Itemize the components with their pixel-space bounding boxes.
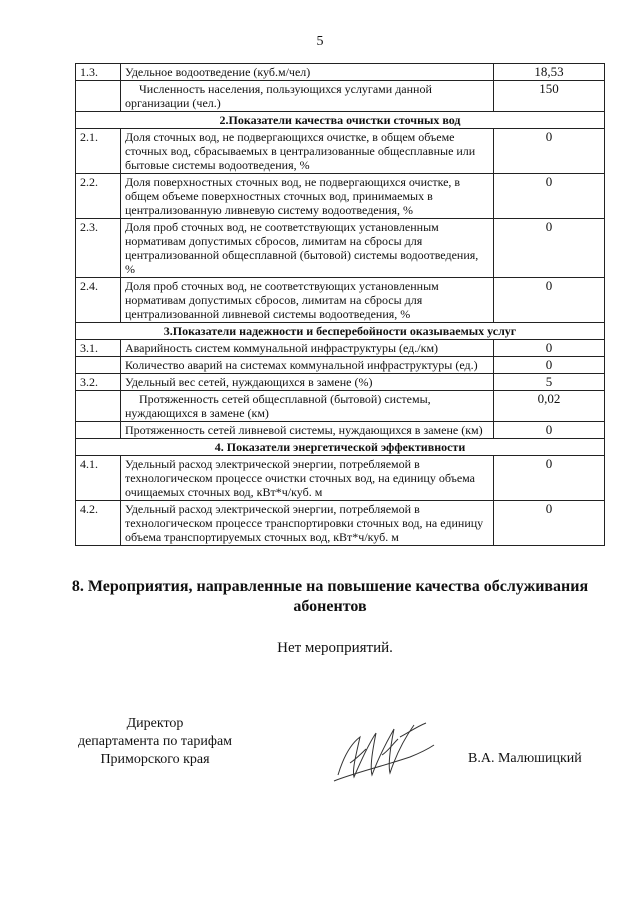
- section-row: [76, 112, 605, 129]
- table-row: [76, 219, 605, 278]
- signer-title: [60, 715, 250, 769]
- signer-title-line: Приморского края: [100, 752, 210, 767]
- row-number: 2.3.: [76, 219, 121, 278]
- row-number: 4.2.: [76, 501, 121, 546]
- indicator-name: Протяженность сетей ливневой системы, нуждающихся в замене (км): [121, 422, 494, 439]
- indicators-table: [75, 63, 605, 546]
- indicator-value: 0,02: [494, 391, 605, 422]
- table-row: [76, 422, 605, 439]
- table-row: [76, 64, 605, 81]
- table-row: [76, 456, 605, 501]
- row-number: [76, 81, 121, 112]
- section-title: 3.Показатели надежности и бесперебойности оказываемых услуг: [76, 323, 605, 340]
- indicator-value: 0: [494, 357, 605, 374]
- table-row: [76, 129, 605, 174]
- table-row: [76, 501, 605, 546]
- indicator-name: Доля сточных вод, не подвергающихся очистке, в общем объеме сточных вод, сбрасываемых в централизованные общесплавные или бытовые системы водоотведения, %: [121, 129, 494, 174]
- signer-name: В.А. Малюшицкий: [468, 751, 582, 766]
- table-row: [76, 278, 605, 323]
- indicator-value: 0: [494, 129, 605, 174]
- row-number: [76, 357, 121, 374]
- indicator-name: Доля проб сточных вод, не соответствующих установленным нормативам допустимых сбросов, лимитам на сбросы для централизованной общесплавной (бытовой) системы водоотведения, %: [121, 219, 494, 278]
- row-number: [76, 391, 121, 422]
- table-row: [76, 374, 605, 391]
- indicator-value: 0: [494, 501, 605, 546]
- indicator-value: 0: [494, 340, 605, 357]
- section-title: 4. Показатели энергетической эффективности: [76, 439, 605, 456]
- indicator-value: 0: [494, 422, 605, 439]
- row-number: 2.2.: [76, 174, 121, 219]
- indicator-value: 0: [494, 456, 605, 501]
- indicator-value: 5: [494, 374, 605, 391]
- indicator-value: 18,53: [494, 64, 605, 81]
- page-number: 5: [316, 34, 324, 49]
- section-row: [76, 323, 605, 340]
- indicator-name: Протяженность сетей общесплавной (бытовой) системы, нуждающихся в замене (км): [121, 391, 494, 422]
- indicator-value: 0: [494, 278, 605, 323]
- indicator-name: Количество аварий на системах коммунальной инфраструктуры (ед.): [121, 357, 494, 374]
- indicator-value: 150: [494, 81, 605, 112]
- table-row: [76, 174, 605, 219]
- row-number: 3.1.: [76, 340, 121, 357]
- signer-title-line: департамента по тарифам: [77, 734, 233, 749]
- section-8-heading: 8. Мероприятия, направленные на повышение качества обслуживания абонентов: [71, 578, 589, 615]
- row-number: 4.1.: [76, 456, 121, 501]
- row-number: 1.3.: [76, 64, 121, 81]
- section-title: 2.Показатели качества очистки сточных вод: [76, 112, 605, 129]
- indicator-name: Доля проб сточных вод, не соответствующих установленным нормативам допустимых сбросов, лимитам на сбросы для централизованной ливневой системы водоотведения, %: [121, 278, 494, 323]
- row-number: [76, 422, 121, 439]
- table-row: [76, 391, 605, 422]
- indicator-name: Удельный расход электрической энергии, потребляемой в технологическом процессе транспортировки сточных вод, на единицу объема транспортируемых сточных вод, кВт*ч/куб. м: [121, 501, 494, 546]
- indicator-name: Доля поверхностных сточных вод, не подвергающихся очистке, в общем объеме поверхностных сточных вод, принимаемых в централизованную ливневую систему водоотведения, %: [121, 174, 494, 219]
- indicator-name: Аварийность систем коммунальной инфраструктуры (ед./км): [121, 340, 494, 357]
- no-measures-text: Нет мероприятий.: [277, 640, 393, 656]
- row-number: 3.2.: [76, 374, 121, 391]
- table-row: [76, 357, 605, 374]
- indicator-name: Удельное водоотведение (куб.м/чел): [121, 64, 494, 81]
- section-row: [76, 439, 605, 456]
- table-row: [76, 81, 605, 112]
- handwritten-signature: [330, 715, 440, 795]
- indicator-value: 0: [494, 219, 605, 278]
- indicator-value: 0: [494, 174, 605, 219]
- indicator-name: Удельный расход электрической энергии, потребляемой в технологическом процессе очистки сточных вод, на единицу объема очищаемых сточных вод, кВт*ч/куб. м: [121, 456, 494, 501]
- table-row: [76, 340, 605, 357]
- indicator-name: Численность населения, пользующихся услугами данной организации (чел.): [121, 81, 494, 112]
- signer-title-line: Директор: [126, 716, 184, 731]
- row-number: 2.1.: [76, 129, 121, 174]
- row-number: 2.4.: [76, 278, 121, 323]
- indicator-name: Удельный вес сетей, нуждающихся в замене (%): [121, 374, 494, 391]
